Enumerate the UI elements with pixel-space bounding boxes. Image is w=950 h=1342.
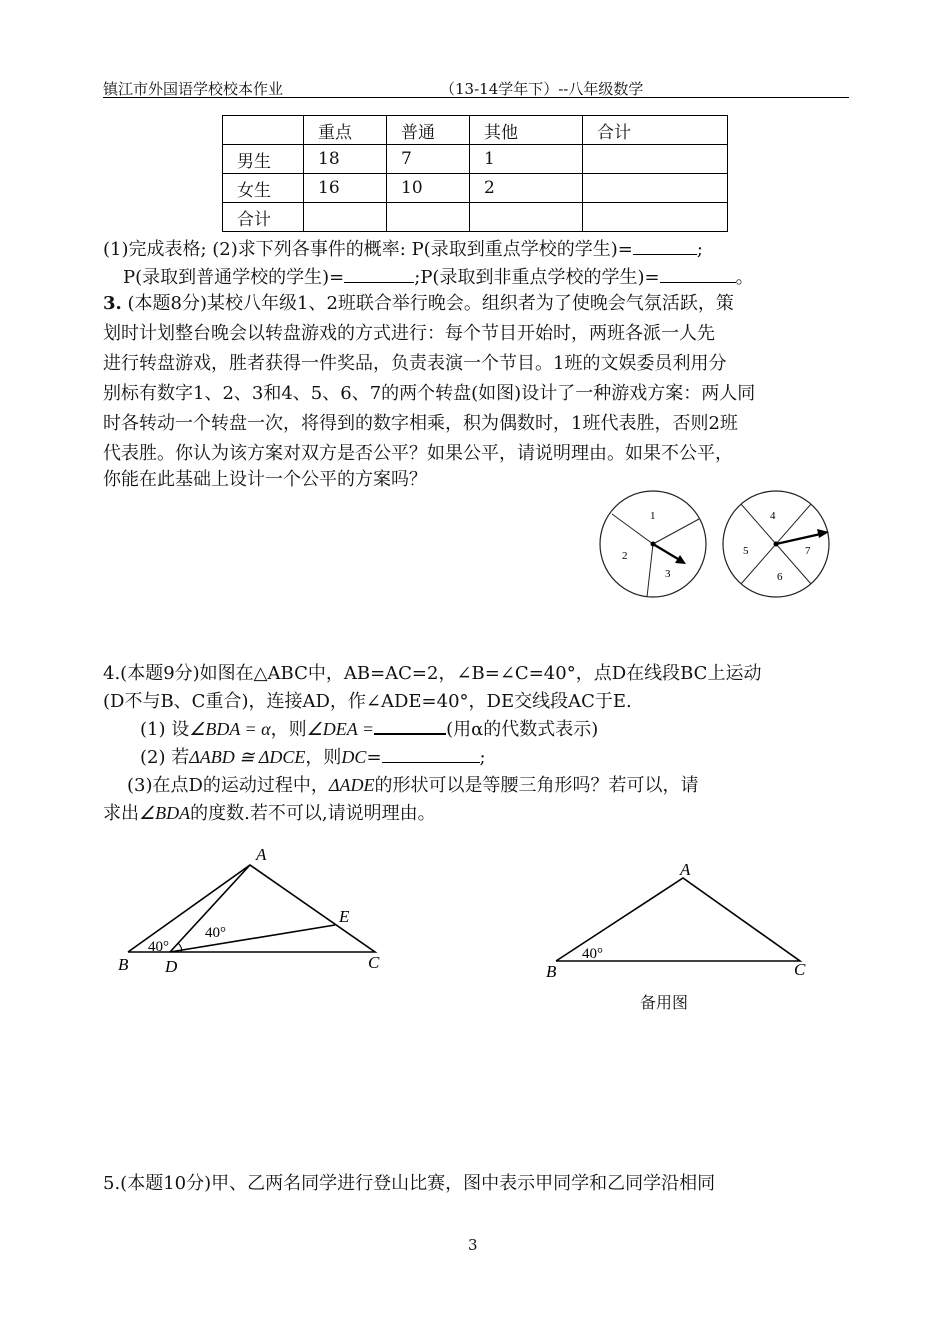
q3-line: 代表胜。你认为该方案对双方是否公平？如果公平，请说明理由。如果不公平， — [103, 443, 733, 464]
q4-p3-text3: 的度数.若不可以,请说明理由。 — [190, 803, 436, 824]
table-cell: 16 — [304, 174, 387, 203]
table-cell: 2 — [470, 174, 583, 203]
q4-p3-expr: ΔADE — [328, 775, 375, 795]
fig2-angle-b: 40° — [582, 946, 603, 962]
spinner-1 — [600, 491, 706, 597]
fig1-angle-b: 40° — [148, 939, 169, 955]
q4-p2-expr2: DC — [341, 747, 367, 767]
q2-line1-text: (1)完成表格; (2)求下列各事件的概率: P(录取到重点学校的学生)= — [103, 239, 633, 260]
q4-line1: 4.(本题9分)如图在△ABC中，AB=AC=2，∠B=∠C=40°，点D在线段BC上运动 — [103, 663, 762, 684]
spinner2-num-4: 4 — [770, 510, 776, 522]
fig2-label-c: C — [794, 960, 806, 979]
q2-line2a: P(录取到普通学校的学生)= — [123, 267, 345, 288]
fig1-angle-d: 40° — [205, 925, 226, 941]
spinner2-num-6: 6 — [777, 571, 783, 583]
answer-blank[interactable] — [382, 748, 480, 763]
page-number: 3 — [468, 1236, 478, 1254]
spinner2-num-7: 7 — [805, 545, 811, 557]
table-cell — [223, 116, 304, 145]
fig1-label-c: C — [368, 953, 380, 972]
fig2-label-a: A — [680, 860, 691, 879]
fig1-label-a: A — [256, 845, 267, 864]
answer-blank[interactable] — [633, 240, 697, 255]
triangle-figure-2 — [540, 856, 820, 986]
spinner2-num-5: 5 — [743, 545, 749, 557]
q4-p2-eq: = — [366, 747, 382, 768]
spinner1-num-1: 1 — [650, 510, 656, 522]
q3-line: 时各转动一个转盘一次，将得到的数字相乘，积为偶数时，1班代表胜，否则2班 — [103, 413, 738, 434]
table-cell — [583, 174, 728, 203]
q3-line: 你能在此基础上设计一个公平的方案吗？ — [103, 469, 427, 490]
q4-part1 — [140, 715, 598, 744]
table-cell — [304, 203, 387, 232]
table-cell: 其他 — [470, 116, 583, 145]
header-course: （13-14学年下）--八年级数学 — [440, 80, 644, 98]
fig1-label-b: B — [118, 955, 129, 974]
q4-p1-label: (1) 设 — [140, 719, 190, 740]
triangle-figure-1 — [110, 840, 400, 980]
table-row — [223, 203, 728, 232]
arrow-icon — [776, 533, 825, 544]
q4-p3-text2: 求出 — [103, 803, 139, 824]
table-cell: 合计 — [583, 116, 728, 145]
q4-p2-label: (2) 若 — [140, 747, 190, 768]
q4-p2-end: ; — [479, 747, 486, 768]
q3-line: 进行转盘游戏，胜者获得一件奖品，负责表演一个节目。1班的文娱委员利用分 — [103, 353, 727, 374]
fig1-label-d: D — [165, 957, 178, 976]
table-cell: 男生 — [223, 145, 304, 174]
q4-p3-text: 的形状可以是等腰三角形吗？若可以，请 — [374, 775, 699, 796]
q4-part3-cont — [103, 799, 436, 828]
admission-table — [222, 115, 728, 232]
q4-part3 — [127, 771, 699, 800]
spinner1-num-2: 2 — [622, 550, 628, 562]
table-row — [223, 174, 728, 203]
q2-line1 — [103, 236, 703, 264]
table-cell: 普通 — [387, 116, 470, 145]
table-cell: 女生 — [223, 174, 304, 203]
fig2-caption: 备用图 — [640, 993, 689, 1012]
table-cell: 18 — [304, 145, 387, 174]
table-cell — [470, 203, 583, 232]
q2-line2 — [123, 264, 754, 292]
q4-p1-expr2: ∠DEA = — [306, 719, 375, 739]
q4-p3-expr2: ∠BDA — [139, 803, 191, 823]
q5-line1: 5.(本题10分)甲、乙两名同学进行登山比赛，图中表示甲同学和乙同学沿相同 — [103, 1173, 716, 1194]
q3-line — [103, 290, 734, 318]
q4-p2-expr: ΔABD ≅ ΔDCE — [189, 747, 306, 767]
header-rule — [103, 97, 849, 98]
q4-part2 — [140, 743, 486, 772]
q3-line: 别标有数字1、2、3和4、5、6、7的两个转盘(如图)设计了一种游戏方案：两人同 — [103, 383, 756, 404]
q2-line2b: ;P(录取到非重点学校的学生)= — [414, 267, 660, 288]
table-cell: 合计 — [223, 203, 304, 232]
table-cell: 1 — [470, 145, 583, 174]
table-row — [223, 145, 728, 174]
arrow-head-icon — [675, 555, 686, 564]
q4-line2: (D不与B、C重合)，连接AD，作∠ADE=40°，DE交线段AC于E. — [103, 691, 632, 712]
spinner1-num-3: 3 — [665, 568, 671, 580]
q3-label: 3. — [103, 293, 122, 314]
q4-p3-label: (3)在点D的运动过程中， — [127, 775, 329, 796]
answer-blank[interactable] — [374, 719, 446, 735]
answer-blank[interactable] — [344, 268, 414, 283]
table-cell — [583, 145, 728, 174]
table-cell — [583, 203, 728, 232]
q2-line1-end: ; — [696, 239, 703, 260]
q4-p1-note: (用α的代数式表示) — [446, 719, 599, 740]
table-cell: 重点 — [304, 116, 387, 145]
q3-text: (本题8分)某校八年级1、2班联合举行晚会。组织者为了使晚会气氛活跃，策 — [127, 293, 734, 314]
fig2-label-b: B — [546, 962, 557, 981]
q3-line: 划时计划整台晚会以转盘游戏的方式进行：每个节目开始时，两班各派一人先 — [103, 323, 715, 344]
q4-p1-expr1: ∠BDA = α — [189, 719, 271, 739]
fig1-label-e: E — [339, 907, 350, 926]
spinner-2 — [723, 491, 829, 597]
q4-p1-text: ，则 — [270, 719, 307, 740]
spinners-figure — [595, 488, 840, 603]
table-cell — [387, 203, 470, 232]
q2-line2-end: 。 — [735, 267, 754, 288]
header-school: 镇江市外国语学校校本作业 — [103, 80, 284, 98]
answer-blank[interactable] — [660, 268, 736, 283]
table-cell: 7 — [387, 145, 470, 174]
table-header-row — [223, 116, 728, 145]
q4-p2-text: ，则 — [305, 747, 342, 768]
table-cell: 10 — [387, 174, 470, 203]
